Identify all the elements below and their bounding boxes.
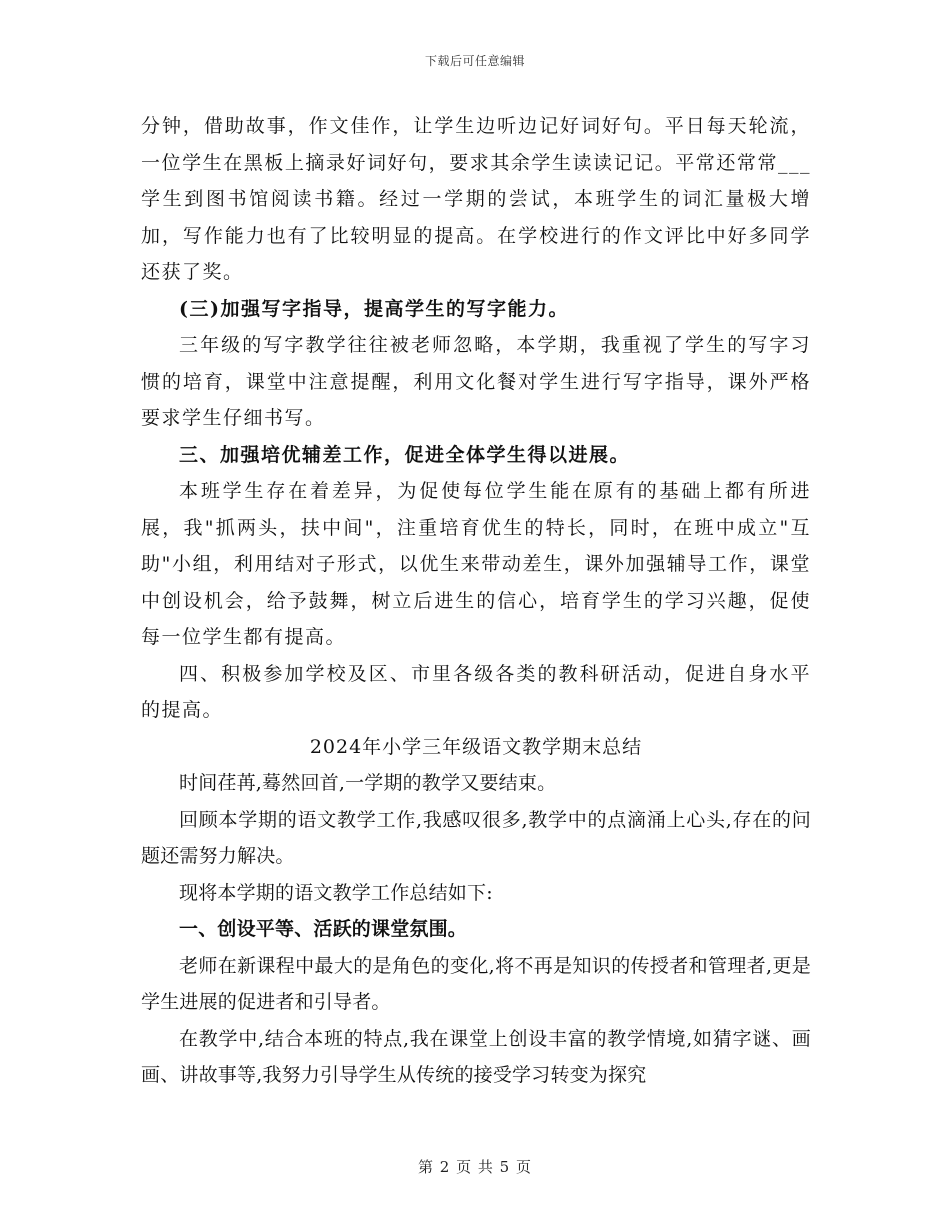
- document-title: 2024年小学三年级语文教学期末总结: [309, 735, 643, 758]
- section-heading-tutoring: 三、加强培优辅差工作，促进全体学生得以进展。: [179, 443, 631, 466]
- paragraph-vocabulary-cont: 分钟，借助故事，作文佳作，让学生边听边记好词好句。平日每天轮流，一位学生在黑板上摘录好词好句，要求其余学生读读记记。平常还常常___学生到图书馆阅读书籍。经过一学期的尝试，本班学生的词汇量极大增加，写作能力也有了比较明显的提高。在学校进行的作文评比中好多同学还获了奖。: [141, 115, 811, 283]
- paragraph-teaching-methods: 在教学中,结合本班的特点,我在课堂上创设丰富的教学情境,如猜字谜、画画、讲故事等,我努力引导学生从传统的接受学习转变为探究: [141, 1027, 811, 1086]
- paragraph-research-activities: 四、积极参加学校及区、市里各级各类的教科研活动，促进自身水平的提高。: [141, 662, 811, 721]
- paragraph-summary-intro: 现将本学期的语文教学工作总结如下:: [179, 881, 493, 904]
- paragraph-review: 回顾本学期的语文教学工作,我感叹很多,教学中的点滴涌上心头,存在的问题还需努力解决。: [141, 808, 811, 867]
- section-heading-writing: (三)加强写字指导，提高学生的写字能力。: [179, 297, 569, 320]
- document-body: [141, 108, 811, 1094]
- section-heading-classroom: 一、创设平等、活跃的课堂氛围。: [179, 918, 468, 940]
- paragraph-tutoring: 本班学生存在着差异，为促使每位学生能在原有的基础上都有所进展，我"抓两头，扶中间"，注重培育优生的特长，同时，在班中成立"互助"小组，利用结对子形式，以优生来带动差生，课外加强辅导工作，课堂中创设机会，给予鼓舞，树立后进生的信心，培育学生的学习兴趣，促使每一位学生都有提高。: [141, 480, 811, 648]
- paragraph-writing-guidance: 三年级的写字教学往往被老师忽略，本学期，我重视了学生的写字习惯的培育，课堂中注意提醒，利用文化餐对学生进行写字指导，课外严格要求学生仔细书写。: [141, 334, 811, 429]
- page-header: 下载后可任意编辑: [424, 54, 525, 68]
- paragraph-teacher-role: 老师在新课程中最大的是角色的变化,将不再是知识的传授者和管理者,更是学生进展的促进者和引导者。: [141, 954, 811, 1013]
- page-number: 第 2 页 共 5 页: [418, 1158, 532, 1176]
- paragraph-time-passes: 时间荏苒,蓦然回首,一学期的教学又要结束。: [179, 772, 557, 794]
